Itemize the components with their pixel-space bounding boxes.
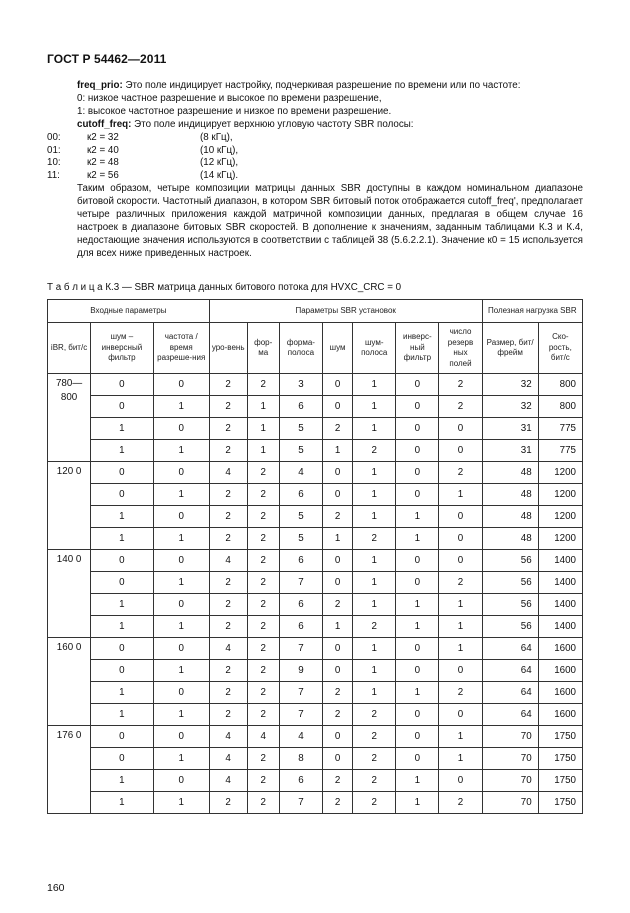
- table-cell: 1: [247, 418, 279, 440]
- table-cell: 1: [322, 440, 352, 462]
- table-cell: 1: [153, 484, 209, 506]
- table-cell: 1750: [538, 748, 582, 770]
- table-cell: 0: [322, 748, 352, 770]
- table-cell: 0: [91, 484, 154, 506]
- table-cell: 0: [153, 638, 209, 660]
- table-cell: 5: [279, 506, 322, 528]
- table-cell: 0: [91, 462, 154, 484]
- table-cell: 800: [538, 396, 582, 418]
- table-cell: 7: [279, 638, 322, 660]
- page-number: 160: [47, 882, 65, 894]
- table-row: [48, 418, 583, 440]
- table-cell: 1: [353, 506, 396, 528]
- table-cell: 2: [209, 440, 247, 462]
- table-cell: 0: [439, 528, 482, 550]
- table-cell: 5: [279, 440, 322, 462]
- column-header: уро-вень: [209, 323, 247, 374]
- cutoff-freq-expr: к2 = 48: [87, 157, 119, 169]
- table-row: [48, 638, 583, 660]
- table-cell: 4: [209, 638, 247, 660]
- cutoff-desc: Это поле индицирует верхнюю угловую частоту SBR полосы:: [131, 118, 414, 130]
- table-cell: 2: [247, 660, 279, 682]
- table-cell: 2: [209, 506, 247, 528]
- table-cell: 0: [91, 396, 154, 418]
- table-row: [48, 506, 583, 528]
- freq-prio-option-0: 0: низкое частное разрешение и высокое по времени разрешение,: [77, 92, 382, 104]
- ibr-cell: 120 0: [48, 462, 91, 550]
- ibr-cell: 140 0: [48, 550, 91, 638]
- table-cell: 8: [279, 748, 322, 770]
- table-cell: 56: [482, 594, 538, 616]
- table-cell: 4: [209, 550, 247, 572]
- table-cell: 2: [209, 418, 247, 440]
- cutoff-freq-val: (14 кГц).: [200, 170, 239, 182]
- column-header: фор-ма: [247, 323, 279, 374]
- cutoff-freq-row: [47, 145, 583, 158]
- column-header: шум: [322, 323, 352, 374]
- table-cell: 1: [91, 418, 154, 440]
- table-cell: 1: [439, 748, 482, 770]
- group-payload: Полезная нагрузка SBR: [482, 300, 582, 323]
- table-cell: 1: [353, 638, 396, 660]
- table-cell: 2: [322, 704, 352, 726]
- table-cell: 31: [482, 440, 538, 462]
- table-cell: 0: [322, 572, 352, 594]
- table-cell: 2: [247, 550, 279, 572]
- sbr-matrix-table: [47, 299, 583, 814]
- table-cell: 0: [396, 726, 439, 748]
- table-cell: 2: [247, 572, 279, 594]
- cutoff-freq-list: [47, 132, 583, 184]
- table-cell: 4: [209, 748, 247, 770]
- table-cell: 2: [353, 528, 396, 550]
- table-cell: 0: [396, 550, 439, 572]
- table-cell: 2: [353, 440, 396, 462]
- table-cell: 0: [91, 572, 154, 594]
- table-cell: 0: [91, 726, 154, 748]
- table-cell: 2: [209, 594, 247, 616]
- column-header: Размер, бит/фрейм: [482, 323, 538, 374]
- table-cell: 0: [153, 418, 209, 440]
- table-cell: 70: [482, 726, 538, 748]
- document-header: ГОСТ Р 54462—2011: [47, 52, 167, 66]
- table-cell: 4: [209, 462, 247, 484]
- table-cell: 70: [482, 792, 538, 814]
- column-header: инверс-ный фильтр: [396, 323, 439, 374]
- table-cell: 1600: [538, 704, 582, 726]
- table-cell: 0: [439, 770, 482, 792]
- cutoff-freq-code: 10:: [47, 157, 61, 169]
- table-cell: 1: [322, 528, 352, 550]
- table-cell: 2: [247, 528, 279, 550]
- table-cell: 2: [209, 396, 247, 418]
- table-cell: 0: [153, 550, 209, 572]
- table-cell: 0: [396, 638, 439, 660]
- table-cell: 2: [209, 792, 247, 814]
- table-row: [48, 550, 583, 572]
- table-cell: 1750: [538, 726, 582, 748]
- table-cell: 4: [247, 726, 279, 748]
- table-cell: 70: [482, 748, 538, 770]
- table-cell: 1: [91, 770, 154, 792]
- table-cell: 2: [439, 572, 482, 594]
- ibr-cell: 160 0: [48, 638, 91, 726]
- table-cell: 1: [91, 792, 154, 814]
- table-cell: 1: [153, 440, 209, 462]
- table-cell: 6: [279, 550, 322, 572]
- table-cell: 2: [209, 660, 247, 682]
- table-cell: 0: [153, 506, 209, 528]
- table-cell: 1: [353, 396, 396, 418]
- table-cell: 1: [153, 748, 209, 770]
- table-cell: 0: [439, 550, 482, 572]
- column-header: форма-полоса: [279, 323, 322, 374]
- table-cell: 32: [482, 396, 538, 418]
- table-cell: 1: [247, 396, 279, 418]
- table-row: [48, 462, 583, 484]
- table-cell: 0: [439, 660, 482, 682]
- table-cell: 2: [247, 748, 279, 770]
- table-cell: 2: [209, 682, 247, 704]
- table-cell: 0: [322, 660, 352, 682]
- table-cell: 32: [482, 374, 538, 396]
- ibr-cell: 176 0: [48, 726, 91, 814]
- table-cell: 2: [353, 748, 396, 770]
- table-cell: 1: [91, 704, 154, 726]
- table-cell: 1: [353, 462, 396, 484]
- cutoff-freq-expr: к2 = 40: [87, 144, 119, 156]
- column-header: частота / время разреше-ния: [153, 323, 209, 374]
- table-cell: 2: [247, 770, 279, 792]
- table-cell: 2: [353, 704, 396, 726]
- table-cell: 0: [322, 550, 352, 572]
- table-cell: 0: [396, 484, 439, 506]
- table-cell: 1: [396, 528, 439, 550]
- table-cell: 0: [153, 726, 209, 748]
- table-cell: 2: [247, 594, 279, 616]
- table-cell: 7: [279, 704, 322, 726]
- freq-prio-term: freq_prio:: [77, 80, 123, 91]
- table-cell: 0: [153, 374, 209, 396]
- table-cell: 2: [209, 704, 247, 726]
- table-cell: 1: [396, 792, 439, 814]
- table-cell: 0: [91, 638, 154, 660]
- cutoff-freq-code: 11:: [47, 170, 60, 182]
- table-cell: 1: [353, 682, 396, 704]
- table-cell: 1200: [538, 484, 582, 506]
- freq-prio-option-1: 1: высокое частотное разрешение и низкое по времени разрешение.: [77, 105, 392, 117]
- freq-prio-desc: Это поле индицирует настройку, подчеркивая разрешение по времени или по частоте:: [122, 80, 521, 91]
- table-cell: 9: [279, 660, 322, 682]
- cutoff-freq-row: [47, 170, 583, 183]
- table-cell: 0: [396, 704, 439, 726]
- table-cell: 0: [322, 638, 352, 660]
- table-cell: 64: [482, 704, 538, 726]
- table-cell: 2: [209, 572, 247, 594]
- table-cell: 0: [153, 770, 209, 792]
- table-cell: 3: [279, 374, 322, 396]
- table-row: [48, 594, 583, 616]
- table-cell: 2: [209, 374, 247, 396]
- table-cell: 775: [538, 418, 582, 440]
- table-row: [48, 616, 583, 638]
- table-cell: 2: [209, 484, 247, 506]
- table-cell: 2: [247, 792, 279, 814]
- table-cell: 5: [279, 528, 322, 550]
- table-cell: 2: [322, 682, 352, 704]
- table-cell: 2: [247, 506, 279, 528]
- table-cell: 0: [322, 726, 352, 748]
- table-cell: 2: [353, 616, 396, 638]
- table-cell: 0: [439, 440, 482, 462]
- table-cell: 48: [482, 484, 538, 506]
- table-cell: 0: [91, 550, 154, 572]
- table-cell: 2: [247, 616, 279, 638]
- table-cell: 1400: [538, 550, 582, 572]
- table-cell: 64: [482, 638, 538, 660]
- table-row: [48, 572, 583, 594]
- table-cell: 4: [279, 726, 322, 748]
- table-cell: 1: [153, 616, 209, 638]
- table-cell: 0: [322, 396, 352, 418]
- table-cell: 1200: [538, 528, 582, 550]
- table-cell: 0: [396, 374, 439, 396]
- table-cell: 0: [153, 594, 209, 616]
- freq-prio-paragraph: [47, 80, 583, 93]
- table-cell: 1: [91, 506, 154, 528]
- column-header: iBR, бит/с: [48, 323, 91, 374]
- table-cell: 2: [322, 506, 352, 528]
- table-row: [48, 660, 583, 682]
- cutoff-freq-code: 01:: [47, 144, 61, 156]
- table-cell: 2: [247, 462, 279, 484]
- table-cell: 1: [439, 638, 482, 660]
- table-cell: 1: [353, 418, 396, 440]
- table-cell: 64: [482, 660, 538, 682]
- cutoff-freq-val: (12 кГц),: [200, 157, 239, 169]
- table-cell: 2: [353, 726, 396, 748]
- table-cell: 0: [396, 440, 439, 462]
- cutoff-freq-expr: к2 = 56: [87, 170, 119, 182]
- table-cell: 1: [91, 616, 154, 638]
- table-row: [48, 484, 583, 506]
- table-cell: 4: [279, 462, 322, 484]
- cutoff-freq-row: [47, 157, 583, 170]
- table-cell: 1: [153, 396, 209, 418]
- cutoff-freq-val: (8 кГц),: [200, 131, 233, 143]
- table-row: [48, 704, 583, 726]
- table-cell: 2: [439, 792, 482, 814]
- table-cell: 0: [322, 484, 352, 506]
- table-cell: 7: [279, 572, 322, 594]
- cutoff-freq-expr: к2 = 32: [87, 131, 119, 143]
- table-cell: 2: [247, 682, 279, 704]
- table-cell: 1: [396, 770, 439, 792]
- table-cell: 70: [482, 770, 538, 792]
- table-cell: 7: [279, 682, 322, 704]
- table-cell: 2: [439, 396, 482, 418]
- table-cell: 1750: [538, 792, 582, 814]
- table-cell: 5: [279, 418, 322, 440]
- cutoff-paragraph: [47, 119, 583, 132]
- table-cell: 1: [439, 594, 482, 616]
- table-cell: 1600: [538, 682, 582, 704]
- table-cell: 2: [439, 374, 482, 396]
- table-cell: 1: [153, 660, 209, 682]
- table-cell: 2: [353, 792, 396, 814]
- table-cell: 48: [482, 506, 538, 528]
- table-cell: 1: [153, 528, 209, 550]
- table-cell: 1750: [538, 770, 582, 792]
- table-cell: 1: [353, 550, 396, 572]
- table-cell: 0: [322, 374, 352, 396]
- table-cell: 1: [91, 528, 154, 550]
- table-cell: 31: [482, 418, 538, 440]
- table-cell: 0: [396, 418, 439, 440]
- cutoff-term: cutoff_freq:: [77, 118, 132, 130]
- table-cell: 4: [209, 770, 247, 792]
- table-cell: 0: [153, 682, 209, 704]
- table-cell: 2: [322, 770, 352, 792]
- table-cell: 0: [396, 748, 439, 770]
- table-cell: 800: [538, 374, 582, 396]
- table-cell: 1: [153, 792, 209, 814]
- table-cell: 1: [153, 704, 209, 726]
- table-row: [48, 374, 583, 396]
- table-caption: Т а б л и ц а К.3 — SBR матрица данных битового потока для HVXC_CRC = 0: [47, 282, 402, 293]
- summary-paragraph: Таким образом, четыре композиции матрицы данных SBR доступны в каждом номинальном диапазоне битовой скорости. Частотный диапазон, в котором SBR битовый поток отображается cutoff_freq', предполагает четыре различных приложения каждой матричной композиции данных, предлагая в общем случае 16 настроек в диапазоне битовых SBR скоростей. В дополнение к значениям, заданным таблицами К.3 и К.4, недостающие значения используются в соответствии с таблицей 38 (5.6.2.2.1). Значение к0 = 15 используется для всех ниже приведенных настроек.: [77, 183, 583, 259]
- table-cell: 1: [353, 484, 396, 506]
- table-cell: 1: [91, 594, 154, 616]
- table-cell: 1400: [538, 594, 582, 616]
- table-cell: 1: [396, 594, 439, 616]
- table-cell: 1400: [538, 616, 582, 638]
- table-cell: 2: [322, 418, 352, 440]
- table-cell: 64: [482, 682, 538, 704]
- table-cell: 56: [482, 572, 538, 594]
- table-cell: 1: [353, 374, 396, 396]
- table-cell: 48: [482, 528, 538, 550]
- table-row: [48, 770, 583, 792]
- table-row: [48, 396, 583, 418]
- table-cell: 1: [439, 484, 482, 506]
- table-cell: 1: [91, 682, 154, 704]
- table-cell: 2: [247, 638, 279, 660]
- table-cell: 0: [439, 506, 482, 528]
- table-cell: 1: [353, 572, 396, 594]
- table-cell: 1200: [538, 462, 582, 484]
- table-cell: 6: [279, 396, 322, 418]
- table-cell: 775: [538, 440, 582, 462]
- table-cell: 1: [396, 682, 439, 704]
- table-cell: 6: [279, 770, 322, 792]
- table-cell: 1: [396, 506, 439, 528]
- column-header: Ско-рость, бит/с: [538, 323, 582, 374]
- table-cell: 0: [91, 748, 154, 770]
- table-row: [48, 748, 583, 770]
- table-cell: 2: [322, 792, 352, 814]
- group-input-params: Входные параметры: [48, 300, 210, 323]
- table-cell: 1200: [538, 506, 582, 528]
- cutoff-freq-row: [47, 132, 583, 145]
- table-cell: 2: [439, 462, 482, 484]
- table-row: [48, 440, 583, 462]
- table-cell: 0: [396, 572, 439, 594]
- table-cell: 2: [247, 374, 279, 396]
- table-cell: 1: [439, 726, 482, 748]
- table-cell: 48: [482, 462, 538, 484]
- table-cell: 6: [279, 594, 322, 616]
- table-cell: 1600: [538, 638, 582, 660]
- table-row: [48, 792, 583, 814]
- table-cell: 1600: [538, 660, 582, 682]
- table-cell: 6: [279, 484, 322, 506]
- table-cell: 0: [396, 396, 439, 418]
- table-cell: 0: [439, 418, 482, 440]
- table-cell: 6: [279, 616, 322, 638]
- table-cell: 0: [153, 462, 209, 484]
- table-cell: 0: [396, 660, 439, 682]
- table-cell: 1: [322, 616, 352, 638]
- table-cell: 1: [396, 616, 439, 638]
- table-cell: 56: [482, 616, 538, 638]
- table-cell: 0: [396, 462, 439, 484]
- table-cell: 1: [439, 616, 482, 638]
- table-cell: 1: [353, 594, 396, 616]
- table-row: [48, 682, 583, 704]
- table-row: [48, 528, 583, 550]
- table-cell: 1400: [538, 572, 582, 594]
- group-sbr-params: Параметры SBR установок: [209, 300, 482, 323]
- table-cell: 0: [439, 704, 482, 726]
- table-cell: 56: [482, 550, 538, 572]
- table-cell: 7: [279, 792, 322, 814]
- table-cell: 2: [353, 770, 396, 792]
- table-cell: 0: [91, 660, 154, 682]
- table-cell: 1: [247, 440, 279, 462]
- table-cell: 2: [209, 528, 247, 550]
- table-cell: 2: [439, 682, 482, 704]
- table-cell: 4: [209, 726, 247, 748]
- table-cell: 1: [91, 440, 154, 462]
- table-cell: 2: [322, 594, 352, 616]
- table-row: [48, 726, 583, 748]
- table-cell: 0: [91, 374, 154, 396]
- column-header: шум – инверсный фильтр: [91, 323, 154, 374]
- cutoff-freq-val: (10 кГц),: [200, 144, 239, 156]
- table-cell: 2: [247, 484, 279, 506]
- table-cell: 0: [322, 462, 352, 484]
- ibr-cell: 780—800: [48, 374, 91, 462]
- table-cell: 2: [247, 704, 279, 726]
- cutoff-freq-code: 00:: [47, 131, 61, 143]
- column-header: шум-полоса: [353, 323, 396, 374]
- table-cell: 2: [209, 616, 247, 638]
- column-header: число резерв ных полей: [439, 323, 482, 374]
- body-text: [47, 80, 583, 261]
- table-cell: 1: [153, 572, 209, 594]
- table-cell: 1: [353, 660, 396, 682]
